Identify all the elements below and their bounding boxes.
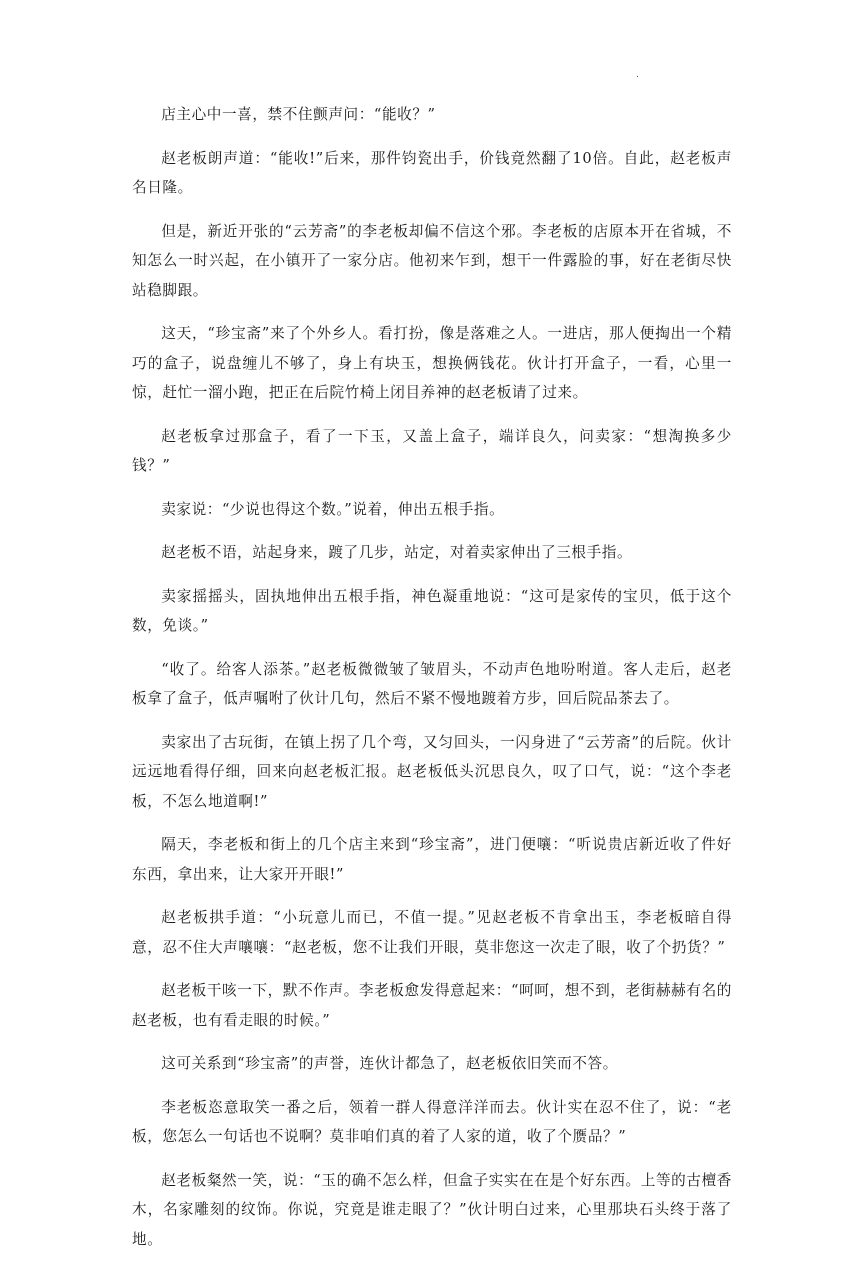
paragraph: “收了。给客人添茶。”赵老板微微皱了皱眉头，不动声色地吩咐道。客人走后，赵老板拿了盒子，低声嘱咐了伙计几句，然后不紧不慢地踱着方步，回后院品茶去了。 (132, 660, 732, 707)
paragraph: 但是，新近开张的“云芳斋”的李老板却偏不信这个邪。李老板的店原本开在省城，不知怎么一时兴起，在小镇开了一家分店。他初来乍到，想干一件露脸的事，好在老街尽快站稳脚跟。 (132, 222, 732, 299)
paragraph: 赵老板干咳一下，默不作声。李老板愈发得意起来：“呵呵，想不到，老街赫赫有名的赵老板，也有看走眼的时候。” (132, 982, 732, 1029)
paragraph: 店主心中一喜，禁不住颤声问：“能收？” (161, 106, 436, 123)
paragraph: 卖家说：“少说也得这个数。”说着，伸出五根手指。 (161, 500, 505, 518)
paragraph: 这天，“珍宝斋”来了个外乡人。看打扮，像是落难之人。一进店，那人便掏出一个精巧的盒子，说盘缠儿不够了，身上有块玉，想换俩钱花。伙计打开盒子，一看，心里一惊，赶忙一溜小跑，把正在后院竹椅上闭目养神的赵老板请了过来。 (132, 325, 732, 401)
paragraph: 卖家摇摇头，固执地伸出五根手指，神色凝重地说：“这可是家传的宝贝，低于这个数，免谈。” (132, 587, 732, 634)
paragraph: 李老板恣意取笑一番之后，领着一群人得意洋洋而去。伙计实在忍不住了，说：“老板，您怎么一句话也不说啊？莫非咱们真的着了人家的道，收了个赝品？” (132, 1098, 732, 1145)
story-text (132, 100, 732, 1268)
paragraph: 卖家出了古玩街，在镇上拐了几个弯，又匀回头，一闪身进了“云芳斋”的后院。伙计远远地看得仔细，回来向赵老板汇报。赵老板低头沉思良久，叹了口气，说：“这个李老板，不怎么地道啊!” (132, 733, 732, 810)
paragraph: 赵老板朗声道：“能收!”后来，那件钧瓷出手，价钱竟然翻了10倍。自此，赵老板声名日隆。 (132, 149, 732, 196)
header-mark: . (636, 70, 639, 80)
paragraph: 隔天，李老板和街上的几个店主来到“珍宝斋”，进门便嚷：“听说贵店新近收了件好东西，拿出来，让大家开开眼!” (132, 836, 732, 883)
paragraph: 这可关系到“珍宝斋”的声誉，连伙计都急了，赵老板依旧笑而不答。 (161, 1055, 618, 1072)
paragraph: 赵老板拿过那盒子，看了一下玉，又盖上盒子，端详良久，问卖家：“想淘换多少钱？” (132, 427, 732, 474)
paragraph: 赵老板拱手道：“小玩意儿而已，不值一提。”见赵老板不肯拿出玉，李老板暗自得意，忍不住大声嚷嚷：“赵老板，您不让我们开眼，莫非您这一次走了眼，收了个扔货？” (132, 909, 732, 956)
paragraph: 赵老板不语，站起身来，踱了几步，站定，对着卖家伸出了三根手指。 (161, 544, 633, 561)
paragraph: 赵老板粲然一笑，说：“玉的确不怎么样，但盒子实实在在是个好东西。上等的古檀香木，名家雕刻的纹饰。你说，究竟是谁走眼了？”伙计明白过来，心里那块石头终于落了地。 (132, 1171, 732, 1248)
